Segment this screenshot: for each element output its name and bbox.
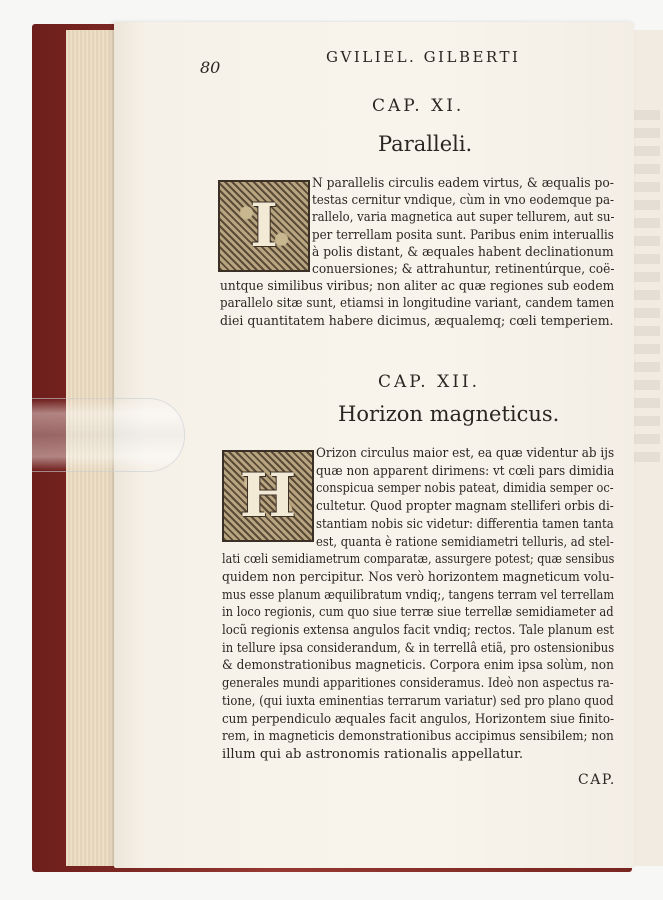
text-line: rem, in magneticis demonstrationibus accipimus sensibilem; non xyxy=(222,729,614,745)
text-line: quæ non apparent dirimens: vt cœli pars dimidia xyxy=(316,463,615,479)
running-head: GVILIEL. GILBERTI xyxy=(326,48,521,66)
text-line: N parallelis circulis eadem virtus, & æqualis po- xyxy=(312,176,614,191)
text-line: est, quanta è ratione semidiametri telluris, ad stel- xyxy=(316,534,614,550)
text-line: stantiam nobis sic videtur: differentia tamen tanta xyxy=(316,516,614,532)
text-line: lati cœli semidiametrum comparatæ, assurgere potest; quæ sensibus xyxy=(222,552,615,568)
chapter-12-number: CAP. XII. xyxy=(378,372,481,392)
decorated-initial-i xyxy=(218,180,310,272)
initial-letter: H xyxy=(239,461,297,531)
text-line: locũ regionis extensa angulos facit vndiq; rectos. Tale planum est xyxy=(222,623,615,638)
initial-letter: I xyxy=(249,191,279,261)
show-through-text xyxy=(630,110,660,470)
text-line: in loco regionis, cum quo siue terræ siue terrellæ semidiameter ad xyxy=(222,605,614,621)
page-number: 80 xyxy=(200,58,221,77)
text-line: à polis distant, & æquales habent declinationum xyxy=(312,244,614,260)
text-line: testas cernitur vndique, cùm in vno eodemque pa- xyxy=(312,193,615,209)
decorated-initial-h xyxy=(222,450,314,542)
text-line: mus esse planum æquilibratum vndiq;, tangens terram vel terrellam xyxy=(222,587,615,603)
text-line: diei quantitatem habere dicimus, æqualemq; cœli temperiem. xyxy=(220,313,614,329)
text-line: & demonstrationibus magneticis. Corpora enim ipsa solùm, non xyxy=(222,658,614,674)
catchword: CAP. xyxy=(578,772,616,788)
text-line: Orizon circulus maior est, ea quæ videntur ab ijs xyxy=(316,446,615,461)
text-line: cum perpendiculo æquales facit angulos, Horizontem siue finito- xyxy=(222,711,615,727)
text-line: quidem non percipitur. Nos verò horizontem magneticum volu- xyxy=(222,569,615,585)
text-line: rallelo, varia magnetica aut super tellurem, aut su- xyxy=(312,210,615,226)
text-line: in tellure ipsa considerandum, & in terrellâ etiã, pro ostensionibus xyxy=(222,640,615,656)
text-line: illum qui ab astronomis rationalis appellatur. xyxy=(222,746,524,762)
text-line: generales mundi apparitiones consideramus. Ideò non aspectus ra- xyxy=(222,676,614,692)
text-line: tione, (qui iuxta eminentias terrarum variatur) sed pro plano quod xyxy=(222,693,614,709)
text-line: parallelo sitæ sunt, etiamsi in longitudine variant, candem tamen xyxy=(220,296,615,312)
text-line: conspicua semper nobis pateat, dimidia semper oc- xyxy=(316,481,614,497)
text-line: cultetur. Quod propter magnam stelliferi orbis di- xyxy=(316,499,614,515)
chapter-11-number: CAP. XI. xyxy=(372,96,465,116)
chapter-11-title: Paralleli. xyxy=(378,132,473,156)
chapter-12-title: Horizon magneticus. xyxy=(338,402,560,426)
text-line: per terrellam posita sunt. Paribus enim interuallis xyxy=(312,227,614,243)
text-line: untque similibus viribus; non aliter ac quæ regiones sub eodem xyxy=(220,279,615,295)
clear-page-holder-strap xyxy=(32,398,185,472)
text-line: conuersiones; & attrahuntur, retinentúrque, coë- xyxy=(312,262,615,277)
